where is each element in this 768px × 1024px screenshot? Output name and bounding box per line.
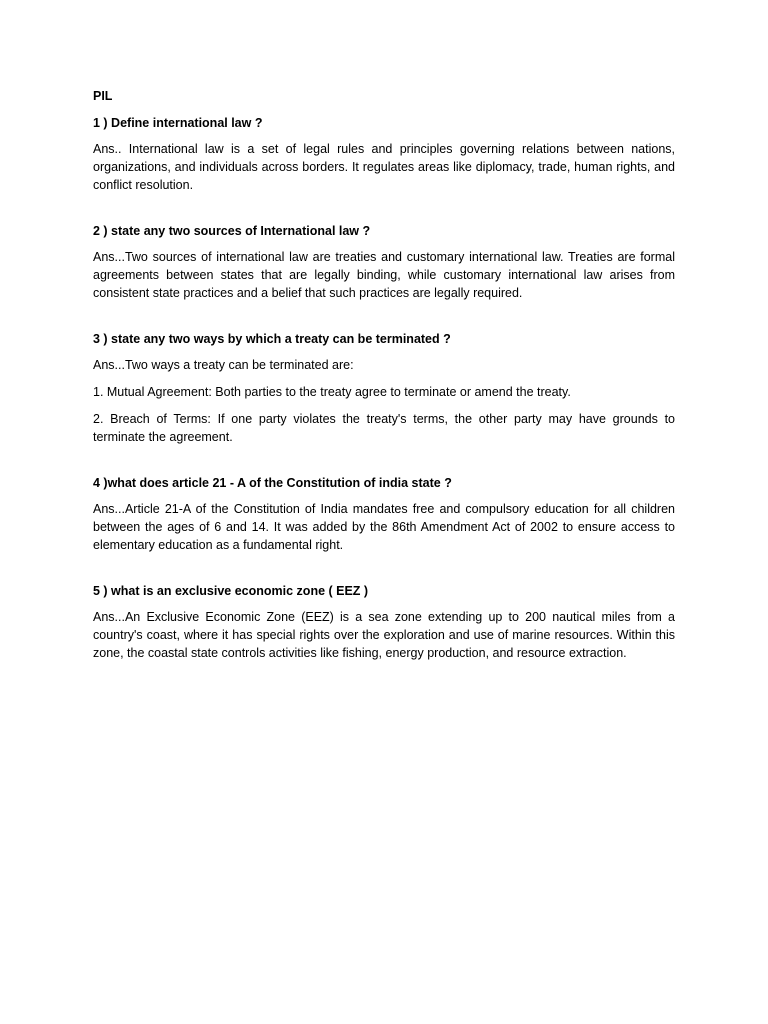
question-3: 3 ) state any two ways by which a treaty can be terminated ? [93,332,451,346]
answer-4-paragraph-1: Ans...Article 21-A of the Constitution of India mandates free and compulsory education for all children between the ages of 6 and 14. It was added by the 86th Amendment Act of 2002 to ensure access to elementary education as a fundamental right. [93,502,675,552]
document-page [93,88,675,690]
answer-3-paragraph-2: 1. Mutual Agreement: Both parties to the treaty agree to terminate or amend the treaty. [93,385,571,399]
answer-2-paragraph-1: Ans...Two sources of international law are treaties and customary international law. Treaties are formal agreements between states that are legally binding, while customary international law arises from consistent state practices and a belief that such practices are legally required. [93,250,675,300]
answer-1-paragraph-1: Ans.. International law is a set of legal rules and principles governing relations between nations, organizations, and individuals across borders. It regulates areas like diplomacy, trade, human rights, and conflict resolution. [93,142,675,192]
answer-3-paragraph-3: 2. Breach of Terms: If one party violates the treaty's terms, the other party may have grounds to terminate the agreement. [93,412,675,444]
question-5: 5 ) what is an exclusive economic zone ( EEZ ) [93,584,369,598]
qa-section-5 [93,582,675,662]
qa-section-1 [93,114,675,194]
answer-3-paragraph-1: Ans...Two ways a treaty can be terminated are: [93,358,354,372]
question-4: 4 )what does article 21 - A of the Constitution of india state ? [93,476,452,490]
document-title: PIL [93,89,113,103]
question-1: 1 ) Define international law ? [93,116,263,130]
answer-5-paragraph-1: Ans...An Exclusive Economic Zone (EEZ) is a sea zone extending up to 200 nautical miles from a country's coast, where it has special rights over the exploration and use of marine resources. Within this zone, the coastal state controls activities like fishing, energy production, and resource extraction. [93,610,675,660]
qa-section-4 [93,474,675,554]
question-2: 2 ) state any two sources of International law ? [93,224,371,238]
qa-section-2 [93,222,675,302]
qa-section-3 [93,330,675,446]
